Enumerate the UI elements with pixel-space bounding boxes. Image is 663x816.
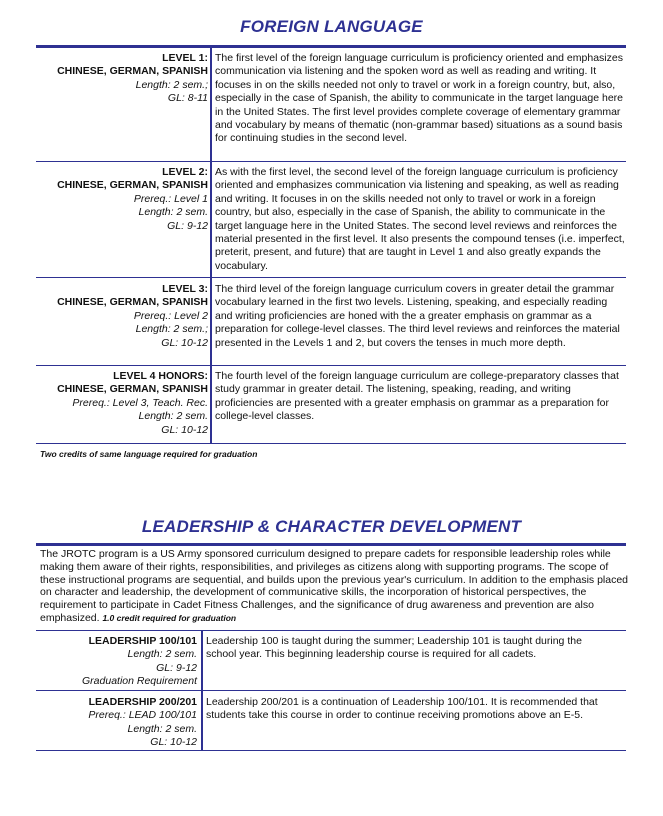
course-grade-level: GL: 9-12 (167, 219, 208, 232)
course-length: Length: 2 sem. (127, 648, 197, 661)
graduation-note: Two credits of same language required for graduation (40, 449, 258, 459)
course-grade-level: GL: 10-12 (150, 736, 197, 749)
course-label-level-3 (40, 283, 208, 350)
course-level: LEVEL 4 HONORS: (113, 370, 208, 382)
course-name: LEADERSHIP 100/101 (88, 635, 197, 647)
row-divider (36, 630, 626, 631)
course-description-leadership-200-201: Leadership 200/201 is a continuation of Leadership 100/101. It is recommended that students take this course in order to continue receiving promotions above an E-5. (206, 696, 598, 722)
row-divider (36, 443, 626, 444)
row-divider (36, 690, 626, 691)
course-description-level-3: The third level of the foreign language curriculum covers in greater detail the grammar vocabulary learned in the first two levels. Listening, speaking, and especially reading and writing proficiencies are honed with the a greater emphasis on grammar as a preparation for college-level classes. The third level reviews and reinforces the material presented in the Levels 1 and 2, but covers the tenses in much more depth. (215, 283, 620, 349)
course-description-level-4-honors: The fourth level of the foreign language curriculum are college-preparatory classes that study grammar in greater detail. The listening, speaking, reading, and writing proficiencies are presented with a greater emphasis on grammar as a preparation for college-level classes. (215, 370, 619, 423)
course-grade-level: GL: 10-12 (161, 423, 208, 436)
course-level: LEVEL 3: (162, 283, 208, 295)
course-grade-level: GL: 9-12 (156, 661, 197, 674)
course-languages: CHINESE, GERMAN, SPANISH (57, 65, 208, 78)
course-requirement: Graduation Requirement (82, 675, 197, 688)
course-label-leadership-200-201 (40, 696, 197, 750)
course-languages: CHINESE, GERMAN, SPANISH (57, 383, 208, 396)
row-divider (36, 365, 626, 366)
column-divider (210, 48, 212, 444)
header-rule (36, 543, 626, 546)
course-label-level-2 (40, 166, 208, 233)
row-divider (36, 161, 626, 162)
course-prereq: Prereq.: LEAD 100/101 (88, 709, 197, 722)
course-label-level-4-honors (40, 370, 208, 437)
jrotc-intro (40, 548, 630, 625)
course-length: Length: 2 sem. (127, 722, 197, 735)
course-length: Length: 2 sem.; (135, 78, 208, 91)
course-length: Length: 2 sem. (138, 410, 208, 423)
course-length: Length: 2 sem.; (135, 323, 208, 336)
course-languages: CHINESE, GERMAN, SPANISH (57, 179, 208, 192)
row-divider (36, 750, 626, 751)
course-level: LEVEL 2: (162, 166, 208, 178)
row-divider (36, 277, 626, 278)
course-label-leadership-100-101 (40, 635, 197, 689)
course-level: LEVEL 1: (162, 52, 208, 64)
column-divider (201, 631, 203, 751)
header-rule (36, 45, 626, 48)
course-description-level-1: The first level of the foreign language curriculum is proficiency oriented and emphasizes communication via listening and the spoken word as well as reading and writing. It focuses in on the skills needed not only to travel or work in a foreign country, but, also, especially in the case of Spanish, the ability to communicate in the target language here in the United States. The first level provides complete coverage of elementary grammar and vocabulary by means of thematic (non-grammar based) situations as a sound basis for continuing studies in the second level. (215, 52, 623, 145)
course-name: LEADERSHIP 200/201 (88, 696, 197, 708)
course-length: Length: 2 sem. (138, 206, 208, 219)
course-label-level-1 (40, 52, 208, 106)
intro-credit-requirement: 1.0 credit required for graduation (102, 612, 237, 623)
intro-text: The JROTC program is a US Army sponsored curriculum designed to prepare cadets for responsible leadership roles while making them aware of their rights, responsibilities, and privileges as citizens along with supporting programs. The scope of these instructional programs are sequential, and builds upon the previous year's curriculum. In addition to the emphasis placed on character and leadership, the development of communicative skills, the incorporation of historical perspectives, the requirement to participate in Cadet Fitness Challenges, and the significance of drug awareness and prevention are also emphasized. (40, 548, 629, 624)
course-prereq: Prereq.: Level 2 (133, 309, 208, 322)
course-description-leadership-100-101: Leadership 100 is taught during the summer; Leadership 101 is taught during the school year. This beginning leadership course is required for all cadets. (206, 635, 582, 661)
course-prereq: Prereq.: Level 1 (133, 192, 208, 205)
section-title-foreign-language: FOREIGN LANGUAGE (240, 17, 423, 36)
course-description-level-2: As with the first level, the second level of the foreign language curriculum is proficiency oriented and emphasizes communication via listening and speaking, as well as reading and writing. It focuses in on the skills needed not only to travel or work in a foreign country, but also, especially in the case of Spanish, the ability to communicate in the target language here in the United States. The second level reviews and reinforces the material presented in the first level. It also presents the compound tenses (i.e. imperfect, preterit, present, and future) that are taught in Level 1 and also greatly expands the vocabulary. (215, 166, 625, 272)
course-grade-level: GL: 10-12 (161, 336, 208, 349)
section-title-leadership: LEADERSHIP & CHARACTER DEVELOPMENT (141, 517, 522, 536)
course-prereq: Prereq.: Level 3, Teach. Rec. (72, 396, 208, 409)
course-languages: CHINESE, GERMAN, SPANISH (57, 296, 208, 309)
course-grade-level: GL: 8-11 (167, 92, 208, 105)
